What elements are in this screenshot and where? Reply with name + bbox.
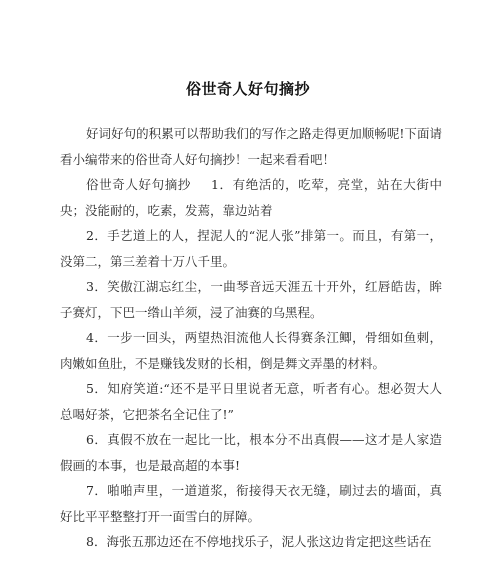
list-item	[60, 376, 442, 427]
section-label: 俗世奇人好句摘抄	[86, 177, 191, 192]
item-text: 有绝活的，吃荤，亮堂，站在大街中央；没能耐的，吃素，发蔫，靠边站着	[60, 177, 442, 218]
item-number: 4．	[86, 330, 108, 345]
item-text: 海张五那边还在不停地找乐子，泥人张这边肯定把这些话在	[106, 534, 432, 549]
list-item	[60, 529, 442, 555]
item-number: 2．	[86, 228, 108, 243]
item-text: 啪啪声里，一道道浆，衔接得天衣无缝，刷过去的墙面，真好比平平整整打开一面雪白的屏障。	[60, 483, 442, 524]
item-text: 手艺道上的人，捏泥人的“泥人张”排第一。而且，有第一，没第二，第三差着十万八千里。	[60, 228, 442, 269]
item-number: 5．	[86, 381, 108, 396]
document-title: 俗世奇人好句摘抄	[185, 80, 310, 98]
item-number: 3．	[86, 279, 108, 294]
item-text: 知府笑道:“还不是平日里说者无意，听者有心。想必贺大人总喝好茶，它把茶名全记住了!”	[60, 381, 442, 422]
list-item	[60, 325, 442, 376]
item-text: 一步一回头，两望热泪流他人长得赛条江鲫，骨细如鱼刺，肉嫩如鱼肚，不是赚钱发财的长相，倒是舞文弄墨的材料。	[60, 330, 442, 371]
item-number: 7．	[86, 483, 108, 498]
item-number: 6．	[86, 432, 108, 447]
list-item	[60, 223, 442, 274]
list-item	[60, 478, 442, 529]
list-item	[60, 172, 442, 223]
list-item	[60, 427, 442, 478]
item-number: 1．	[210, 177, 233, 192]
document-body	[60, 121, 442, 555]
item-text: 笑傲江湖忘红尘，一曲琴音远天涯五十开外，红唇皓齿，眸子赛灯，下巴一绺山羊须，浸了油赛的乌黑程。	[60, 279, 442, 320]
intro-paragraph: 好词好句的积累可以帮助我们的写作之路走得更加顺畅呢!下面请看小编带来的俗世奇人好句摘抄！一起来看看吧！	[60, 126, 442, 167]
item-text: 真假不放在一起比一比，根本分不出真假——这才是人家造假画的本事，也是最高超的本事!	[60, 432, 442, 473]
list-item	[60, 274, 442, 325]
item-number: 8．	[86, 534, 107, 549]
